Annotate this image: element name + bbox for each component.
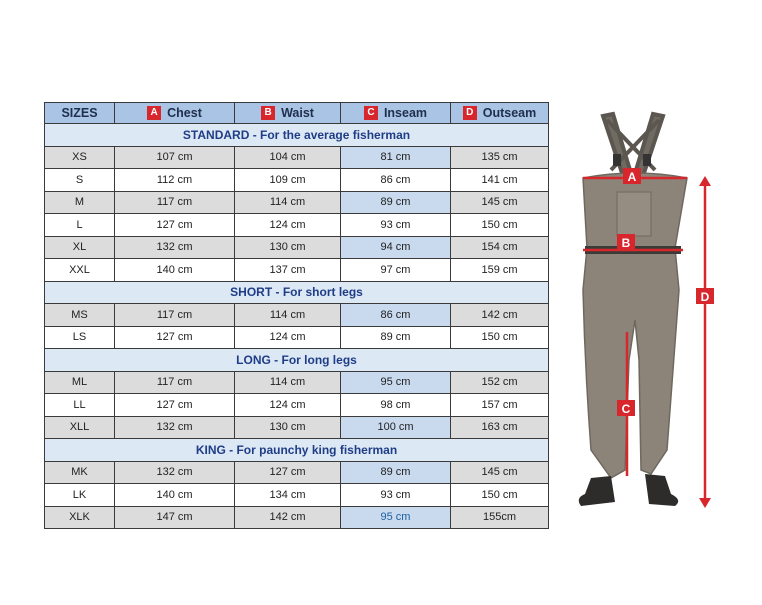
section-title: KING - For paunchy king fisherman [45, 439, 549, 462]
size-cell: MK [45, 461, 115, 484]
inseam-cell: 89 cm [341, 461, 451, 484]
waist-cell: 114 cm [235, 371, 341, 394]
size-cell: XXL [45, 259, 115, 282]
size-cell: M [45, 191, 115, 214]
size-cell: LS [45, 326, 115, 349]
waist-cell: 109 cm [235, 169, 341, 192]
size-cell: ML [45, 371, 115, 394]
badge-a: A [147, 106, 161, 120]
size-cell: XLK [45, 506, 115, 529]
outseam-cell: 159 cm [451, 259, 549, 282]
chest-cell: 112 cm [115, 169, 235, 192]
size-cell: L [45, 214, 115, 237]
outseam-cell: 145 cm [451, 191, 549, 214]
inseam-cell: 100 cm [341, 416, 451, 439]
marker-c-label: C [621, 402, 631, 416]
chest-cell: 117 cm [115, 191, 235, 214]
waist-cell: 130 cm [235, 236, 341, 259]
outseam-cell: 142 cm [451, 304, 549, 327]
waist-cell: 130 cm [235, 416, 341, 439]
outseam-cell: 163 cm [451, 416, 549, 439]
outseam-cell: 152 cm [451, 371, 549, 394]
waist-cell: 114 cm [235, 191, 341, 214]
chest-cell: 127 cm [115, 394, 235, 417]
section-header-row [45, 349, 549, 372]
size-cell: XS [45, 146, 115, 169]
table-row [45, 326, 549, 349]
inseam-cell: 89 cm [341, 326, 451, 349]
header-waist: B Waist [235, 103, 341, 124]
waist-cell: 142 cm [235, 506, 341, 529]
inseam-cell: 98 cm [341, 394, 451, 417]
chest-cell: 127 cm [115, 326, 235, 349]
wader-figure [555, 110, 755, 530]
waist-cell: 124 cm [235, 326, 341, 349]
marker-d-label: D [700, 290, 710, 304]
chest-cell: 132 cm [115, 236, 235, 259]
outseam-cell: 141 cm [451, 169, 549, 192]
table-body [45, 124, 549, 529]
size-cell: LK [45, 484, 115, 507]
inseam-cell: 94 cm [341, 236, 451, 259]
waist-cell: 114 cm [235, 304, 341, 327]
table-row [45, 169, 549, 192]
size-cell: S [45, 169, 115, 192]
waist-cell: 127 cm [235, 461, 341, 484]
waist-cell: 124 cm [235, 394, 341, 417]
outseam-arrow-top [699, 176, 711, 186]
badge-b: B [261, 106, 275, 120]
header-chest: A Chest [115, 103, 235, 124]
chest-pocket [617, 192, 651, 236]
inseam-cell: 93 cm [341, 484, 451, 507]
table-row [45, 191, 549, 214]
waist-cell: 124 cm [235, 214, 341, 237]
header-sizes: SIZES [45, 103, 115, 124]
inseam-cell: 95 cm [341, 371, 451, 394]
table-row [45, 506, 549, 529]
chest-cell: 147 cm [115, 506, 235, 529]
outseam-arrow-bottom [699, 498, 711, 508]
waist-cell: 134 cm [235, 484, 341, 507]
waist-cell: 104 cm [235, 146, 341, 169]
size-chart-table [44, 102, 549, 529]
size-cell: XL [45, 236, 115, 259]
chest-cell: 107 cm [115, 146, 235, 169]
chest-cell: 127 cm [115, 214, 235, 237]
header-inseam: C Inseam [341, 103, 451, 124]
inseam-cell: 93 cm [341, 214, 451, 237]
header-row [45, 103, 549, 124]
header-outseam: D Outseam [451, 103, 549, 124]
chest-cell: 140 cm [115, 484, 235, 507]
buckle-right [643, 154, 651, 166]
size-cell: XLL [45, 416, 115, 439]
outseam-cell: 135 cm [451, 146, 549, 169]
section-header-row [45, 281, 549, 304]
marker-a-label: A [627, 170, 637, 184]
outseam-cell: 150 cm [451, 214, 549, 237]
outseam-cell: 154 cm [451, 236, 549, 259]
chest-cell: 117 cm [115, 304, 235, 327]
section-title: LONG - For long legs [45, 349, 549, 372]
inseam-cell: 97 cm [341, 259, 451, 282]
inseam-cell: 95 cm [341, 506, 451, 529]
table-row [45, 484, 549, 507]
outseam-cell: 150 cm [451, 326, 549, 349]
table-row [45, 461, 549, 484]
boot-left [579, 476, 615, 506]
table-row [45, 214, 549, 237]
table-row [45, 146, 549, 169]
inseam-cell: 81 cm [341, 146, 451, 169]
outseam-cell: 145 cm [451, 461, 549, 484]
outseam-cell: 157 cm [451, 394, 549, 417]
table-row [45, 236, 549, 259]
inseam-cell: 89 cm [341, 191, 451, 214]
outseam-cell: 150 cm [451, 484, 549, 507]
chest-cell: 140 cm [115, 259, 235, 282]
waist-cell: 137 cm [235, 259, 341, 282]
section-title: SHORT - For short legs [45, 281, 549, 304]
size-cell: LL [45, 394, 115, 417]
outseam-cell: 155cm [451, 506, 549, 529]
chest-cell: 117 cm [115, 371, 235, 394]
table-row [45, 259, 549, 282]
inseam-cell: 86 cm [341, 304, 451, 327]
table-row [45, 394, 549, 417]
size-cell: MS [45, 304, 115, 327]
buckle-left [613, 154, 621, 166]
badge-d: D [463, 106, 477, 120]
chest-cell: 132 cm [115, 461, 235, 484]
chest-cell: 132 cm [115, 416, 235, 439]
table-row [45, 304, 549, 327]
section-header-row [45, 124, 549, 147]
inseam-cell: 86 cm [341, 169, 451, 192]
section-title: STANDARD - For the average fisherman [45, 124, 549, 147]
badge-c: C [364, 106, 378, 120]
table-row [45, 416, 549, 439]
boot-right [645, 474, 678, 506]
table-row [45, 371, 549, 394]
section-header-row [45, 439, 549, 462]
marker-b-label: B [621, 236, 631, 250]
